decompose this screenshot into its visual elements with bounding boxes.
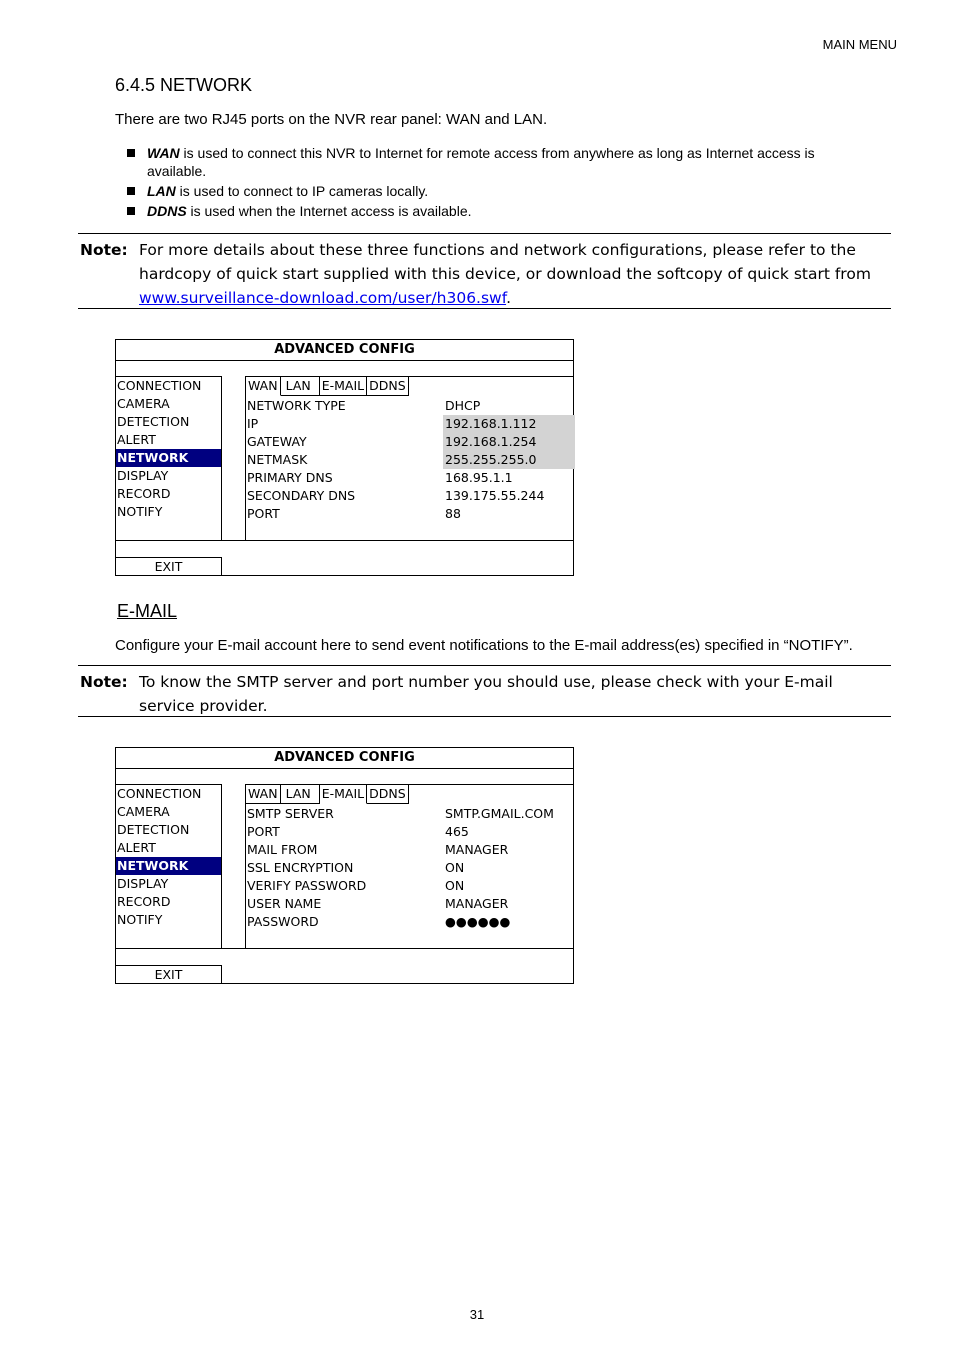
tab-lan[interactable]: LAN bbox=[281, 377, 320, 396]
setting-row[interactable]: MAIL FROM MANAGER bbox=[247, 842, 509, 857]
section-title-network: 6.4.5 NETWORK bbox=[115, 75, 253, 95]
tab-bar bbox=[246, 377, 409, 395]
bullet-lan bbox=[126, 182, 846, 200]
menu-item-connection[interactable]: CONNECTION bbox=[117, 378, 202, 393]
tab-wan[interactable]: WAN bbox=[246, 377, 281, 396]
note-label: Note: bbox=[80, 241, 128, 259]
setting-row[interactable]: PORT 88 bbox=[247, 506, 461, 521]
bullet-ddns bbox=[126, 202, 846, 220]
bullet-text: is used to connect to IP cameras locally. bbox=[175, 183, 429, 199]
screen-title: ADVANCED CONFIG bbox=[116, 340, 573, 361]
setting-row[interactable]: VERIFY PASSWORD ON bbox=[247, 878, 465, 893]
tab-email[interactable]: E-MAIL bbox=[320, 785, 367, 804]
square-bullet-icon bbox=[127, 207, 135, 215]
network-bullet-list bbox=[126, 144, 846, 222]
setting-row[interactable]: SECONDARY DNS 139.175.55.244 bbox=[247, 488, 545, 503]
tab-bar bbox=[246, 785, 409, 803]
bullet-text: is used to connect this NVR to Internet for remote access from anywhere as long as Internet access is available. bbox=[147, 145, 815, 179]
menu-item-network[interactable]: NETWORK bbox=[116, 449, 221, 467]
square-bullet-icon bbox=[127, 187, 135, 195]
running-header: MAIN MENU bbox=[822, 37, 897, 52]
tab-ddns[interactable]: DDNS bbox=[367, 785, 409, 804]
note-label: Note: bbox=[80, 673, 128, 691]
setting-row[interactable]: SMTP SERVER SMTP.GMAIL.COM bbox=[247, 806, 554, 821]
menu-item-notify[interactable]: NOTIFY bbox=[117, 912, 163, 927]
note-text: To know the SMTP server and port number you should use, please check with your E-mail service provider. bbox=[139, 673, 833, 715]
menu-item-detection[interactable]: DETECTION bbox=[117, 414, 190, 429]
settings-rows bbox=[246, 397, 573, 523]
square-bullet-icon bbox=[127, 149, 135, 157]
bullet-wan bbox=[126, 144, 846, 180]
menu-item-camera[interactable]: CAMERA bbox=[117, 804, 170, 819]
setting-row[interactable]: USER NAME MANAGER bbox=[247, 896, 509, 911]
menu-item-camera[interactable]: CAMERA bbox=[117, 396, 170, 411]
screen-title: ADVANCED CONFIG bbox=[116, 748, 573, 769]
tab-ddns[interactable]: DDNS bbox=[367, 377, 409, 396]
setting-row[interactable]: PORT 465 bbox=[247, 824, 469, 839]
bullet-term: DDNS bbox=[147, 203, 187, 219]
network-intro: There are two RJ45 ports on the NVR rear panel: WAN and LAN. bbox=[115, 111, 548, 128]
menu-item-detection[interactable]: DETECTION bbox=[117, 822, 190, 837]
screen-divider bbox=[116, 948, 573, 949]
setting-row[interactable]: NETWORK TYPE DHCP bbox=[247, 398, 481, 413]
setting-row[interactable]: GATEWAY 192.168.1.254 bbox=[246, 433, 573, 451]
bullet-text: is used when the Internet access is available. bbox=[186, 203, 472, 219]
menu-item-display[interactable]: DISPLAY bbox=[117, 876, 169, 891]
advanced-config-screen-wan bbox=[115, 339, 574, 576]
section-title-email: E-MAIL bbox=[117, 601, 178, 621]
advanced-config-screen-email bbox=[115, 747, 574, 984]
screen-divider bbox=[116, 540, 573, 541]
menu-item-display[interactable]: DISPLAY bbox=[117, 468, 169, 483]
note-network bbox=[78, 233, 891, 309]
setting-row[interactable]: SSL ENCRYPTION ON bbox=[247, 860, 465, 875]
exit-button[interactable]: EXIT bbox=[116, 965, 222, 983]
exit-button[interactable]: EXIT bbox=[116, 557, 222, 575]
config-menu bbox=[116, 784, 222, 949]
email-description: Configure your E-mail account here to send event notifications to the E-mail address(es) specified in “NOTIFY”. bbox=[115, 637, 853, 654]
page-number: 31 bbox=[469, 1307, 485, 1322]
menu-item-connection[interactable]: CONNECTION bbox=[117, 786, 202, 801]
config-panel bbox=[245, 376, 573, 541]
download-link[interactable]: www.surveillance-download.com/user/h306.swf bbox=[139, 289, 507, 307]
setting-row[interactable]: PASSWORD ●●●●●● bbox=[246, 913, 573, 931]
config-menu bbox=[116, 376, 222, 541]
menu-item-alert[interactable]: ALERT bbox=[117, 840, 156, 855]
tab-email[interactable]: E-MAIL bbox=[320, 377, 367, 396]
setting-row[interactable]: PRIMARY DNS 168.95.1.1 bbox=[247, 470, 513, 485]
settings-rows bbox=[246, 805, 573, 931]
setting-row[interactable]: NETMASK 255.255.255.0 bbox=[246, 451, 573, 469]
tab-wan[interactable]: WAN bbox=[246, 785, 281, 804]
note-text: For more details about these three functions and network configurations, please refer to the hardcopy of quick start supplied with this device, or download the softcopy of quick start from www.surveillance-download.com/user/h306.swf. bbox=[139, 241, 871, 307]
menu-item-alert[interactable]: ALERT bbox=[117, 432, 156, 447]
menu-item-record[interactable]: RECORD bbox=[117, 894, 171, 909]
bullet-term: LAN bbox=[147, 183, 176, 199]
menu-item-network[interactable]: NETWORK bbox=[116, 857, 221, 875]
setting-row[interactable]: IP 192.168.1.112 bbox=[246, 415, 573, 433]
bullet-term: WAN bbox=[147, 145, 180, 161]
menu-item-record[interactable]: RECORD bbox=[117, 486, 171, 501]
config-panel bbox=[245, 784, 573, 949]
password-mask: ●●●●●● bbox=[445, 914, 511, 929]
tab-lan[interactable]: LAN bbox=[281, 785, 320, 804]
menu-item-notify[interactable]: NOTIFY bbox=[117, 504, 163, 519]
note-email bbox=[78, 665, 891, 717]
